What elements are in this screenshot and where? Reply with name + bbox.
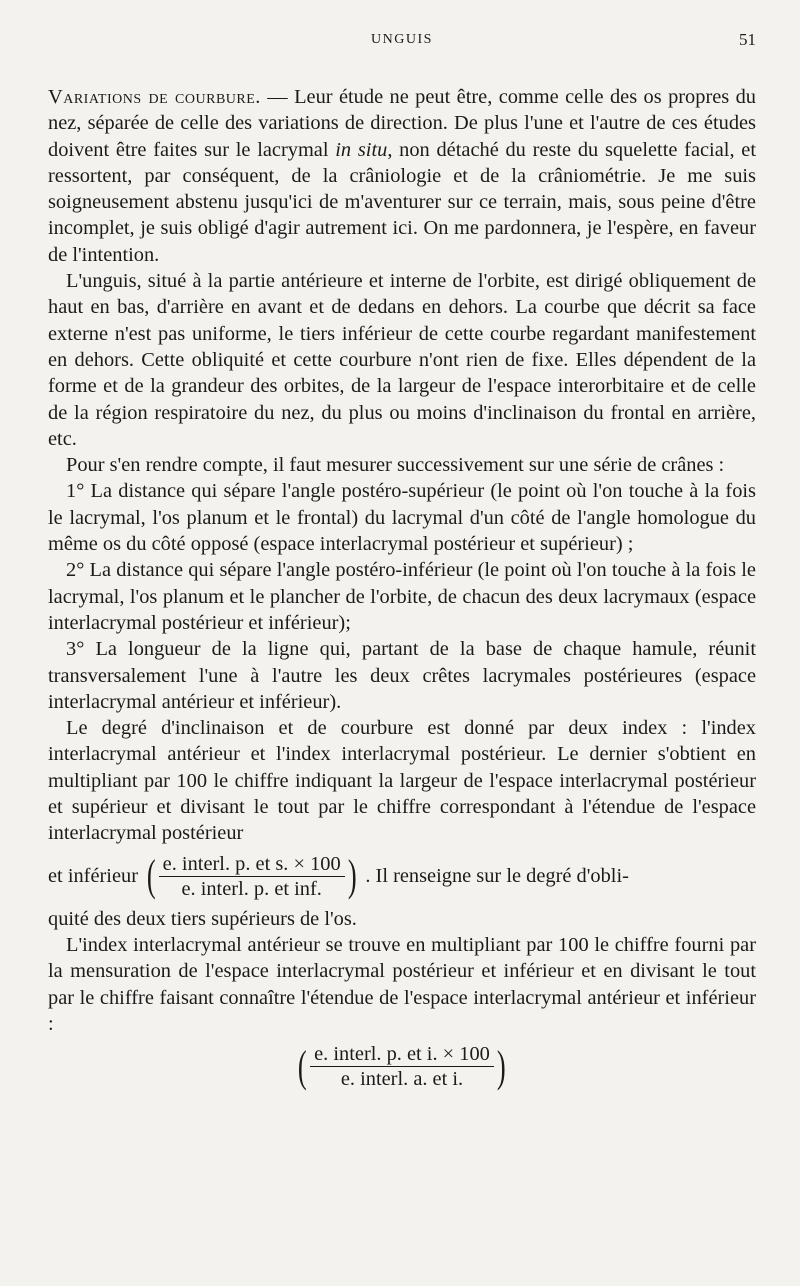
right-paren: ) [347, 851, 357, 901]
fraction [159, 853, 345, 900]
paragraph-measure-2: 2° La distance qui sépare l'angle postéro-inférieur (le point où l'on touche à la fois le lacrymal, l'os planum et le plancher de l'orbite, de chacun des deux lacrymaux (espace interlacrymal postérieur et inférieur); [48, 559, 756, 634]
fraction-bar [310, 1066, 494, 1067]
formula-posterior-index [144, 853, 359, 900]
italic-term: in situ [335, 138, 388, 161]
paragraph-unguis-description: L'unguis, situé à la partie antérieure et interne de l'orbite, est dirigé obliquement de haut en bas, d'arrière en avant et de dedans en dehors. La courbe que décrit sa face externe n'est pas uniforme, le tiers inférieur de cette courbe regardant manifestement en dehors. Cette obliquité et cette courbure n'ont rien de fixe. Elles dépendent de la forme et de la grandeur des orbites, de la largeur de l'espace interorbitaire et de celle de la région respiratoire du nez, du plus ou moins d'inclinaison du frontal en arrière, etc. [48, 270, 756, 450]
paragraph-anterior-index: L'index interlacrymal antérieur se trouve en multipliant par 100 le chiffre fourni par la mensuration de l'espace interlacrymal postérieur et inférieur et en divisant le tout par le chiffre faisant connaître l'étendue de l'espace interlacrymal antérieur et inférieur : [48, 933, 756, 1035]
page-number: 51 [739, 30, 756, 49]
formula-trail-text: . Il renseigne sur le degré d'obli- [365, 864, 629, 887]
fraction-numerator: e. interl. p. et s. × 100 [162, 852, 341, 875]
formula-posterior-index-line [48, 853, 756, 900]
formula-anterior-index [48, 1043, 756, 1090]
fraction-numerator: e. interl. p. et i. × 100 [314, 1043, 490, 1066]
paragraph-measure-3: 3° La longueur de la ligne qui, partant de la base de chaque hamule, réunit transversalement l'une à l'autre les deux crêtes lacrymales postérieures (espace interlacrymal antérieur et inférieur). [48, 638, 756, 713]
formula-anterior-index-wrap [295, 1043, 508, 1090]
formula-lead-text: et inférieur [48, 864, 139, 887]
fraction [310, 1043, 494, 1090]
page-header [48, 28, 756, 58]
running-head: UNGUIS [371, 32, 433, 47]
right-paren: ) [496, 1041, 506, 1091]
fraction-denominator: e. interl. p. et inf. [181, 877, 322, 900]
paragraph-text: — Leur étude ne peut être, comme celle des os propres du nez, séparée de celle des variations de direction. De plus l'une et l'autre de ces études doivent être faites sur le lacrymal [48, 86, 756, 161]
fraction-denominator: e. interl. a. et i. [340, 1068, 464, 1091]
paragraph-measure-1: 1° La distance qui sépare l'angle postéro-supérieur (le point où l'on touche à la fois le lacrymal, l'os planum et le frontal) du lacrymal d'un côté de l'angle homologue du même os du côté opposé (espace interlacrymal postérieur et supérieur) ; [48, 480, 756, 556]
section-heading: Variations de courbure. [48, 86, 261, 108]
left-paren: ( [146, 851, 156, 901]
paragraph-index-definition: Le degré d'inclinaison et de courbure est donné par deux index : l'index interlacrymal antérieur et l'index interlacrymal postérieur. Le dernier s'obtient en multipliant par 100 le chiffre indiquant la largeur de l'espace interlacrymal postérieur et supérieur et divisant le tout par le chiffre correspondant à l'étendue de l'espace interlacrymal postérieur [48, 717, 756, 845]
fraction-bar [159, 876, 345, 877]
paragraph-method-intro: Pour s'en rendre compte, il faut mesurer successivement sur une série de crânes : [66, 454, 725, 477]
paragraph-index-definition-end: quité des deux tiers supérieurs de l'os. [48, 907, 357, 930]
paragraph-text: , non détaché du reste du squelette facial, et ressortent, par conséquent, de la crâniologie et de la crâniométrie. Je me suis soigneusement abstenu jusqu'ici de m'aventurer sur ce terrain, mais, sous peine d'être incomplet, je suis obligé d'agir autrement ici. On me pardonnera, je l'espère, en faveur de l'intention. [48, 138, 756, 266]
left-paren: ( [298, 1041, 308, 1091]
paragraph-variations-de-courbure [48, 84, 756, 268]
